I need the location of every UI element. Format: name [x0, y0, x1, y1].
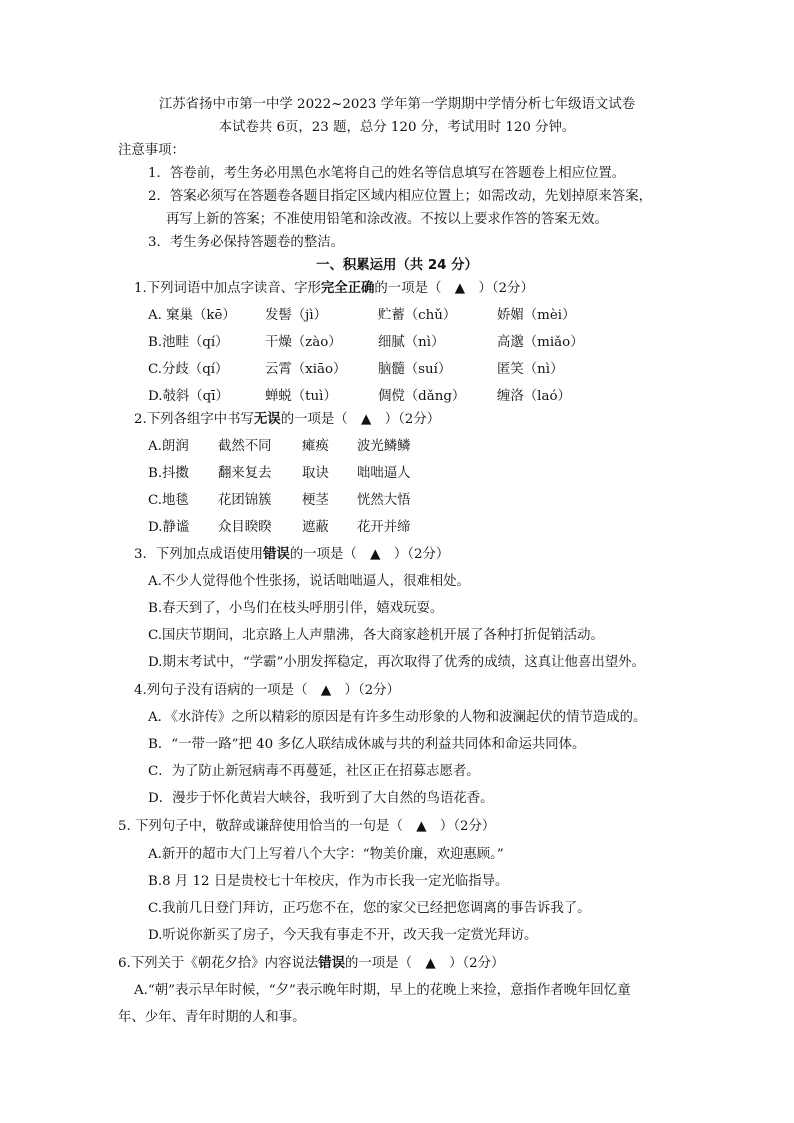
question-3-stem [134, 546, 449, 564]
q6-stem-pre: 6.下列关于《朝花夕拾》内容说法 [118, 956, 319, 971]
q1-option-cell: 倜傥（dǎng） [378, 389, 466, 404]
q6-stem-emphasis: 错误 [318, 956, 346, 971]
q2-option-cell: 花团锦簇 [218, 493, 272, 508]
q4-option: D．漫步于怀化黄岩大峡谷，我听到了大自然的鸟语花香。 [148, 791, 494, 806]
q1-option-cell: C.分歧（qí） [148, 362, 229, 377]
q1-option-cell: 贮蓄（chǔ） [378, 308, 457, 323]
q1-option-cell: 娇媚（mèi） [497, 308, 576, 323]
q2-option-cell: 梗茎 [302, 493, 329, 508]
exam-subtitle: 本试卷共 6页，23 题，总分 120 分，考试用时 120 分钟。 [218, 120, 576, 135]
q2-option-cell: 取诀 [302, 466, 329, 481]
q2-option-cell: 波光鳞鳞 [357, 439, 411, 454]
q1-option-cell: 匿笑（nì） [497, 362, 564, 377]
q1-option-cell: 缠洛（laó） [497, 389, 571, 404]
q2-option-cell: 翻来复去 [218, 466, 272, 481]
q2-stem-post: 的一项是（ ▲ ）（2分） [280, 412, 441, 427]
question-1-stem [134, 280, 534, 298]
notice-item: 再写上新的答案；不准使用铅笔和涂改液。不按以上要求作答的答案无效。 [166, 212, 608, 227]
q5-option: A.新开的超市大门上写着八个大字：“物美价廉，欢迎惠顾。” [148, 847, 504, 862]
q1-option-cell: 发髻（jì） [265, 308, 327, 323]
notice-item: 1．答卷前，考生务必用黑色水笔将自己的姓名等信息填写在答题卷上相应位置。 [148, 166, 626, 181]
notice-item: 3．考生务必保持答题卷的整洁。 [148, 235, 344, 250]
q1-option-cell: A. 窠巢（kē） [148, 308, 236, 323]
q2-option-cell: 截然不同 [218, 439, 272, 454]
q3-option: B.春天到了，小鸟们在枝头呼朋引伴，嬉戏玩耍。 [148, 601, 444, 616]
q1-stem-emphasis: 完全正确 [320, 281, 375, 296]
q2-option-cell: 花开并缔 [357, 520, 411, 535]
q4-option: B．“一带一路”把 40 多亿人联结成休戚与共的利益共同体和命运共同体。 [148, 737, 586, 752]
q3-stem-post: 的一项是（ ▲ ）（2分） [289, 547, 450, 562]
q4-option: A．《水浒传》之所以精彩的原因是有许多生动形象的人物和波澜起伏的情节造成的。 [148, 710, 647, 725]
q2-option-cell: 恍然大悟 [357, 493, 411, 508]
exam-title: 江苏省扬中市第一中学 2022~2023 学年第一学期期中学情分析七年级语文试卷 [158, 97, 636, 112]
q1-option-cell: 蝉蜕（tuì） [265, 389, 337, 404]
notice-heading: 注意事项： [118, 143, 185, 158]
q5-option: B.8 月 12 日是贵校七十年校庆，作为市长我一定光临指导。 [148, 874, 509, 889]
question-5-stem: 5. 下列句子中，敬辞或谦辞使用恰当的一句是（ ▲ ）（2分） [118, 819, 496, 834]
q1-option-cell: 脑髓（suí） [378, 362, 452, 377]
q1-option-cell: B.池畦（qí） [148, 335, 229, 350]
q3-stem-emphasis: 错误 [263, 547, 290, 562]
q1-option-cell: 云霄（xiāo） [265, 362, 347, 377]
q3-option: C.国庆节期间，北京路上人声鼎沸，各大商家趁机开展了各种打折促销活动。 [148, 628, 604, 643]
q2-option-cell: C.地毯 [148, 493, 189, 508]
q1-stem-pre: 1.下列词语中加点字读音、字形 [134, 281, 321, 296]
q1-option-cell: D.攲斜（qī） [148, 389, 229, 404]
q1-option-cell: 干燥（zào） [265, 335, 342, 350]
question-4-stem: 4.列句子没有语病的一项是（ ▲ ）（2分） [134, 683, 400, 698]
question-6-stem [118, 955, 504, 973]
q2-option-cell: 众目睽睽 [218, 520, 272, 535]
q3-option: D.期末考试中，“学霸”小朋发挥稳定，再次取得了优秀的成绩，这真让他喜出望外。 [148, 655, 645, 670]
q6-option-a: A.“朝”表示早年时候，“夕”表示晚年时期，早上的花晚上来捡，意指作者晚年回忆童 [134, 983, 631, 998]
q6-stem-post: 的一项是（ ▲ ）（2分） [345, 956, 505, 971]
notice-item: 2．答案必须写在答题卷各题目指定区域内相应位置上；如需改动，先划掉原来答案， [148, 189, 652, 204]
q2-option-cell: D.静谧 [148, 520, 190, 535]
q2-option-cell: A.朗润 [148, 439, 189, 454]
q6-option-a-continued: 年、少年、青年时期的人和事。 [118, 1010, 306, 1025]
q3-option: A.不少人觉得他个性张扬，说话咄咄逼人，很难相处。 [148, 574, 470, 589]
q2-stem-pre: 2.下列各组字中书写 [134, 412, 254, 427]
q2-option-cell: 咄咄逼人 [357, 466, 411, 481]
q2-stem-emphasis: 无误 [253, 412, 281, 427]
q2-option-cell: 瘫痪 [302, 439, 329, 454]
q1-option-cell: 细腻（nì） [378, 335, 445, 350]
q5-option: D.听说你新买了房子，今天我有事走不开，改天我一定赏光拜访。 [148, 928, 538, 943]
q3-stem-pre: 3．下列加点成语使用 [134, 547, 264, 562]
q4-option: C．为了防止新冠病毒不再蔓延，社区正在招募志愿者。 [148, 764, 480, 779]
q1-option-cell: 高邈（miǎo） [497, 335, 584, 350]
q2-option-cell: 遮蔽 [302, 520, 329, 535]
q1-stem-post: 的一项是（ ▲ ）（2分） [374, 281, 534, 296]
section-heading: 一、积累运用（共 24 分） [316, 258, 478, 273]
question-2-stem [134, 411, 440, 429]
q2-option-cell: B.抖擞 [148, 466, 189, 481]
q5-option: C.我前几日登门拜访，正巧您不在，您的家父已经把您调离的事告诉我了。 [148, 901, 591, 916]
